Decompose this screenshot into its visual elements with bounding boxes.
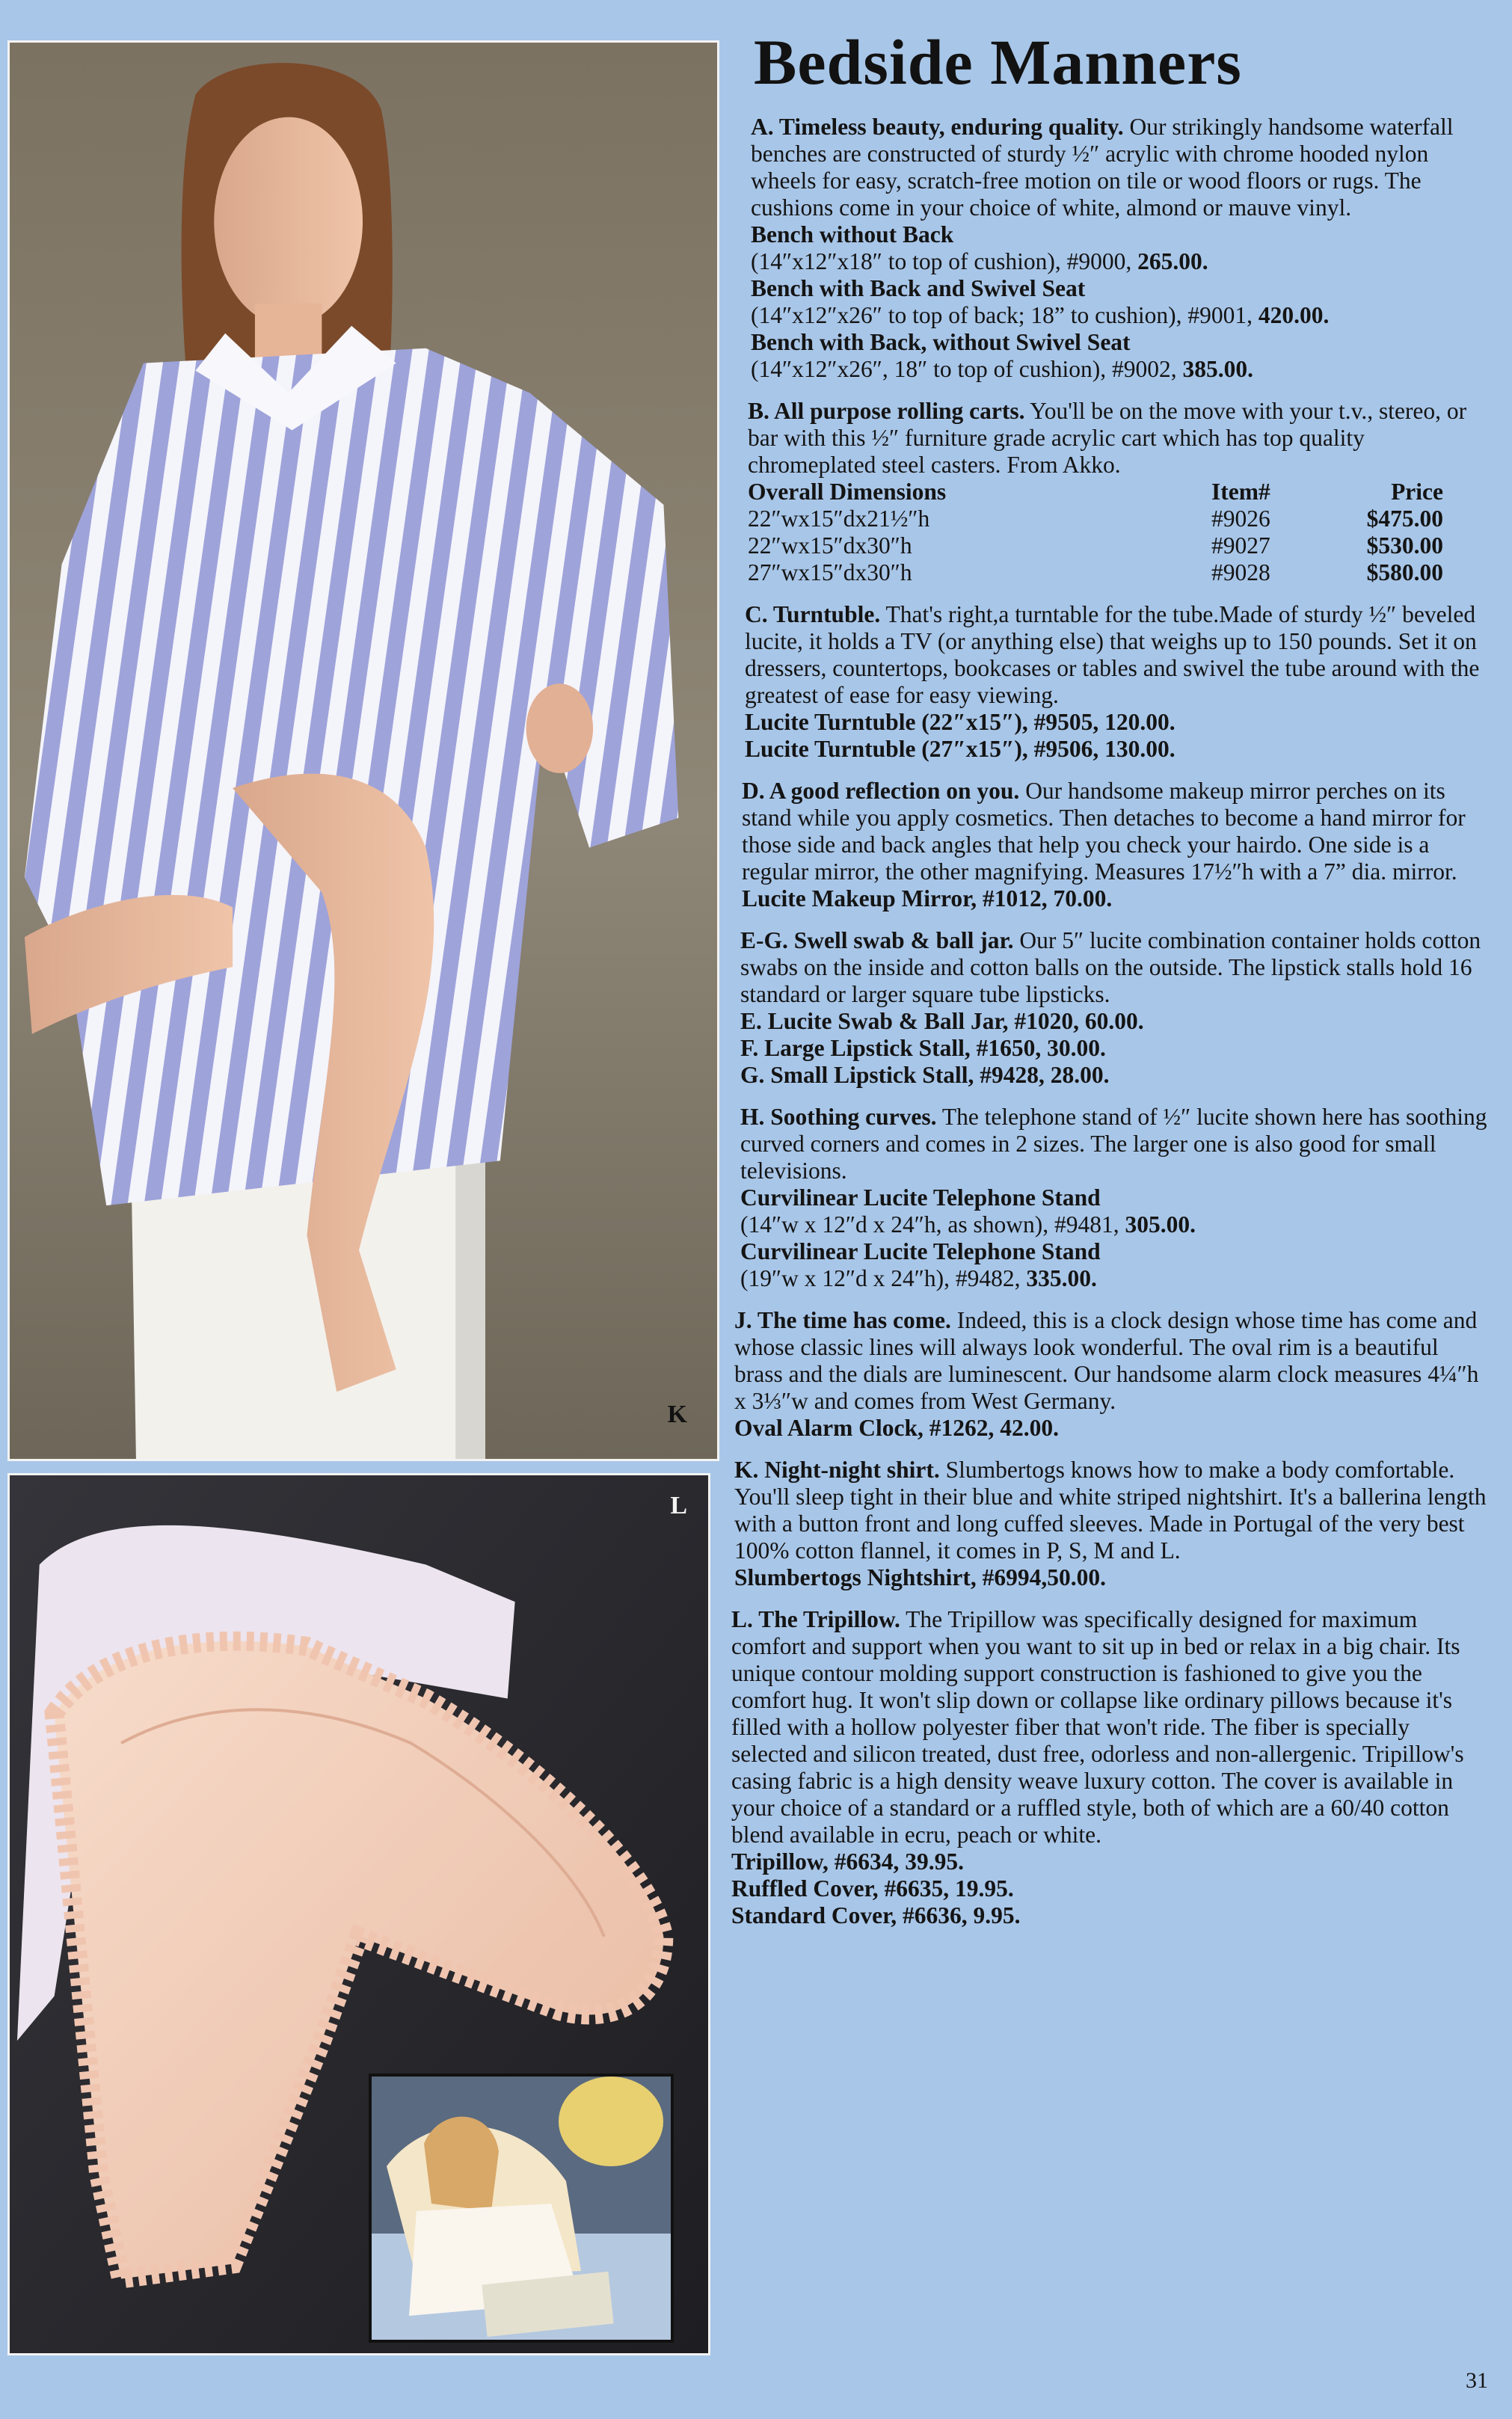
- section-j-clock: [734, 1307, 1488, 1442]
- clock-item: Oval Alarm Clock, #1262, 42.00.: [734, 1415, 1059, 1441]
- nightshirt-model-photo: [7, 40, 719, 1461]
- photo-label-l: L: [670, 1492, 687, 1519]
- table-row: [748, 559, 1443, 586]
- page-title: Bedside Manners: [754, 26, 1242, 98]
- table-cell: 27″wx15″dx30″h: [748, 559, 912, 585]
- photo-label-k: K: [667, 1401, 687, 1428]
- section-h-telephone-stand: [740, 1104, 1488, 1292]
- bench-item-spec: (14″x12″x26″, 18″ to top of cushion), #9002, 385.00.: [751, 356, 1253, 382]
- mirror-item: Lucite Makeup Mirror, #1012, 70.00.: [742, 885, 1113, 912]
- cover-item: Standard Cover, #6636, 9.95.: [731, 1902, 1021, 1928]
- section-d-body: Our handsome makeup mirror perches on its stand while you apply cosmetics. Then detaches to become a hand mirror for those side and back angles that help you check your hairdo. One side is a regular mirror, the other magnifying. Measures 17½″h with a 7” dia. mirror.: [742, 778, 1466, 885]
- tripillow-inset-photo: [369, 2074, 674, 2343]
- section-b-carts: [748, 398, 1488, 586]
- section-h-body: The telephone stand of ½″ lucite shown here has soothing curved corners and comes in 2 sizes. The larger one is also good for small televisions.: [740, 1104, 1487, 1184]
- section-k-nightshirt: [734, 1457, 1488, 1591]
- section-j-lead: J. The time has come.: [734, 1307, 951, 1333]
- stand-item-name: Curvilinear Lucite Telephone Stand: [740, 1238, 1101, 1264]
- section-l-body: The Tripillow was specifically designed for maximum comfort and support when you want to sit up in bed or relax in a big chair. Its unique contour molding support construction is fashioned to give you the comfort hug. It won't slip down or collapse like ordinary pillows because it's filled with a hollow polyester fiber that won't ride. The fiber is specially selected and silicon treated, dust free, odorless and non-allergenic. Tripillow's casing fabric is a high density weave luxury cotton. The cover is available in your choice of a standard or a ruffled style, both of which are a 60/40 cotton blend available in ecru, peach or white.: [731, 1606, 1464, 1848]
- table-header: Item#: [1211, 479, 1270, 505]
- bench-item-name: Bench without Back: [751, 221, 954, 248]
- bench-item-name: Bench with Back and Swivel Seat: [751, 275, 1086, 301]
- section-e-lead: E-G. Swell swab & ball jar.: [740, 927, 1014, 953]
- nightshirt-item: Slumbertogs Nightshirt, #6994,50.00.: [734, 1564, 1107, 1590]
- stand-item-name: Curvilinear Lucite Telephone Stand: [740, 1184, 1101, 1211]
- section-a-lead: A. Timeless beauty, enduring quality.: [751, 114, 1124, 140]
- table-cell: 22″wx15″dx21½″h: [748, 505, 930, 532]
- turntable-item: Lucite Turntuble (22″x15″), #9505, 120.00.: [745, 709, 1176, 735]
- table-row: [748, 505, 1443, 532]
- tripillow-item: Tripillow, #6634, 39.95.: [731, 1848, 964, 1875]
- bench-item-spec: (14″x12″x18″ to top of cushion), #9000, 265.00.: [751, 248, 1208, 274]
- section-e-body: Our 5″ lucite combination container holds cotton swabs on the inside and cotton balls on the outside. The lipstick stalls hold 16 standard or larger square tube lipsticks.: [740, 927, 1481, 1007]
- table-cell: #9027: [1211, 532, 1270, 559]
- lipstick-item: F. Large Lipstick Stall, #1650, 30.00.: [740, 1035, 1106, 1061]
- stand-item-spec: (14″w x 12″d x 24″h, as shown), #9481, 305.00.: [740, 1211, 1196, 1238]
- section-eg-swab-jar: [740, 927, 1488, 1089]
- section-b-body: You'll be on the move with your t.v., stereo, or bar with this ½″ furniture grade acrylic cart which has top quality chromeplated steel casters. From Akko.: [748, 398, 1467, 478]
- swab-item: E. Lucite Swab & Ball Jar, #1020, 60.00.: [740, 1008, 1144, 1034]
- section-h-lead: H. Soothing curves.: [740, 1104, 937, 1130]
- section-c-body: That's right,a turntable for the tube.Made of sturdy ½″ beveled lucite, it holds a TV (or anything else) that weighs up to 150 pounds. Set it on dressers, countertops, bookcases or tables and swivel the tube around with the greatest of ease for easy viewing.: [745, 601, 1480, 708]
- table-header: Overall Dimensions: [748, 479, 947, 505]
- table-header: Price: [1391, 479, 1443, 505]
- table-cell: #9026: [1211, 505, 1270, 532]
- turntable-item: Lucite Turntuble (27″x15″), #9506, 130.00.: [745, 736, 1176, 762]
- section-j-body: Indeed, this is a clock design whose time has come and whose classic lines will always look wonderful. The oval rim is a beautiful brass and the dials are luminescent. Our handsome alarm clock measures 4¼″h x 3⅓″w and comes from West Germany.: [734, 1307, 1479, 1414]
- bench-item-name: Bench with Back, without Swivel Seat: [751, 329, 1131, 355]
- table-cell: $530.00: [1366, 532, 1443, 559]
- tripillow-photo: [7, 1473, 710, 2355]
- cover-item: Ruffled Cover, #6635, 19.95.: [731, 1875, 1014, 1902]
- section-d-lead: D. A good reflection on you.: [742, 778, 1020, 804]
- section-a-benches: [751, 114, 1488, 383]
- bench-item-spec: (14″x12″x26″ to top of back; 18” to cushion), #9001, 420.00.: [751, 302, 1330, 328]
- product-copy-column: [731, 26, 1488, 1944]
- page-number: 31: [1466, 2368, 1488, 2393]
- section-l-tripillow: [731, 1606, 1488, 1929]
- table-header-row: [748, 479, 1443, 505]
- section-k-body: Slumbertogs knows how to make a body comfortable. You'll sleep tight in their blue and white striped nightshirt. It's a ballerina length with a button front and long cuffed sleeves. Made in Portugal of the very best 100% cotton flannel, it comes in P, S, M and L.: [734, 1457, 1487, 1564]
- section-l-lead: L. The Tripillow.: [731, 1606, 900, 1632]
- section-b-lead: B. All purpose rolling carts.: [748, 398, 1025, 424]
- section-k-lead: K. Night-night shirt.: [734, 1457, 940, 1483]
- section-a-body: Our strikingly handsome waterfall benches are constructed of sturdy ½″ acrylic with chrome hooded nylon wheels for easy, scratch-free motion on tile or wood floors or rugs. The cushions come in your choice of white, almond or mauve vinyl.: [751, 114, 1454, 221]
- table-row: [748, 532, 1443, 559]
- table-cell: #9028: [1211, 559, 1270, 585]
- table-cell: $475.00: [1366, 505, 1443, 532]
- section-c-lead: C. Turntuble.: [745, 601, 881, 627]
- lipstick-item: G. Small Lipstick Stall, #9428, 28.00.: [740, 1062, 1110, 1088]
- section-c-turntable: [745, 601, 1488, 763]
- table-cell: 22″wx15″dx30″h: [748, 532, 912, 559]
- table-cell: $580.00: [1366, 559, 1443, 585]
- cart-dimensions-table: [748, 479, 1443, 586]
- stand-item-spec: (19″w x 12″d x 24″h), #9482, 335.00.: [740, 1265, 1097, 1291]
- section-d-mirror: [742, 778, 1488, 912]
